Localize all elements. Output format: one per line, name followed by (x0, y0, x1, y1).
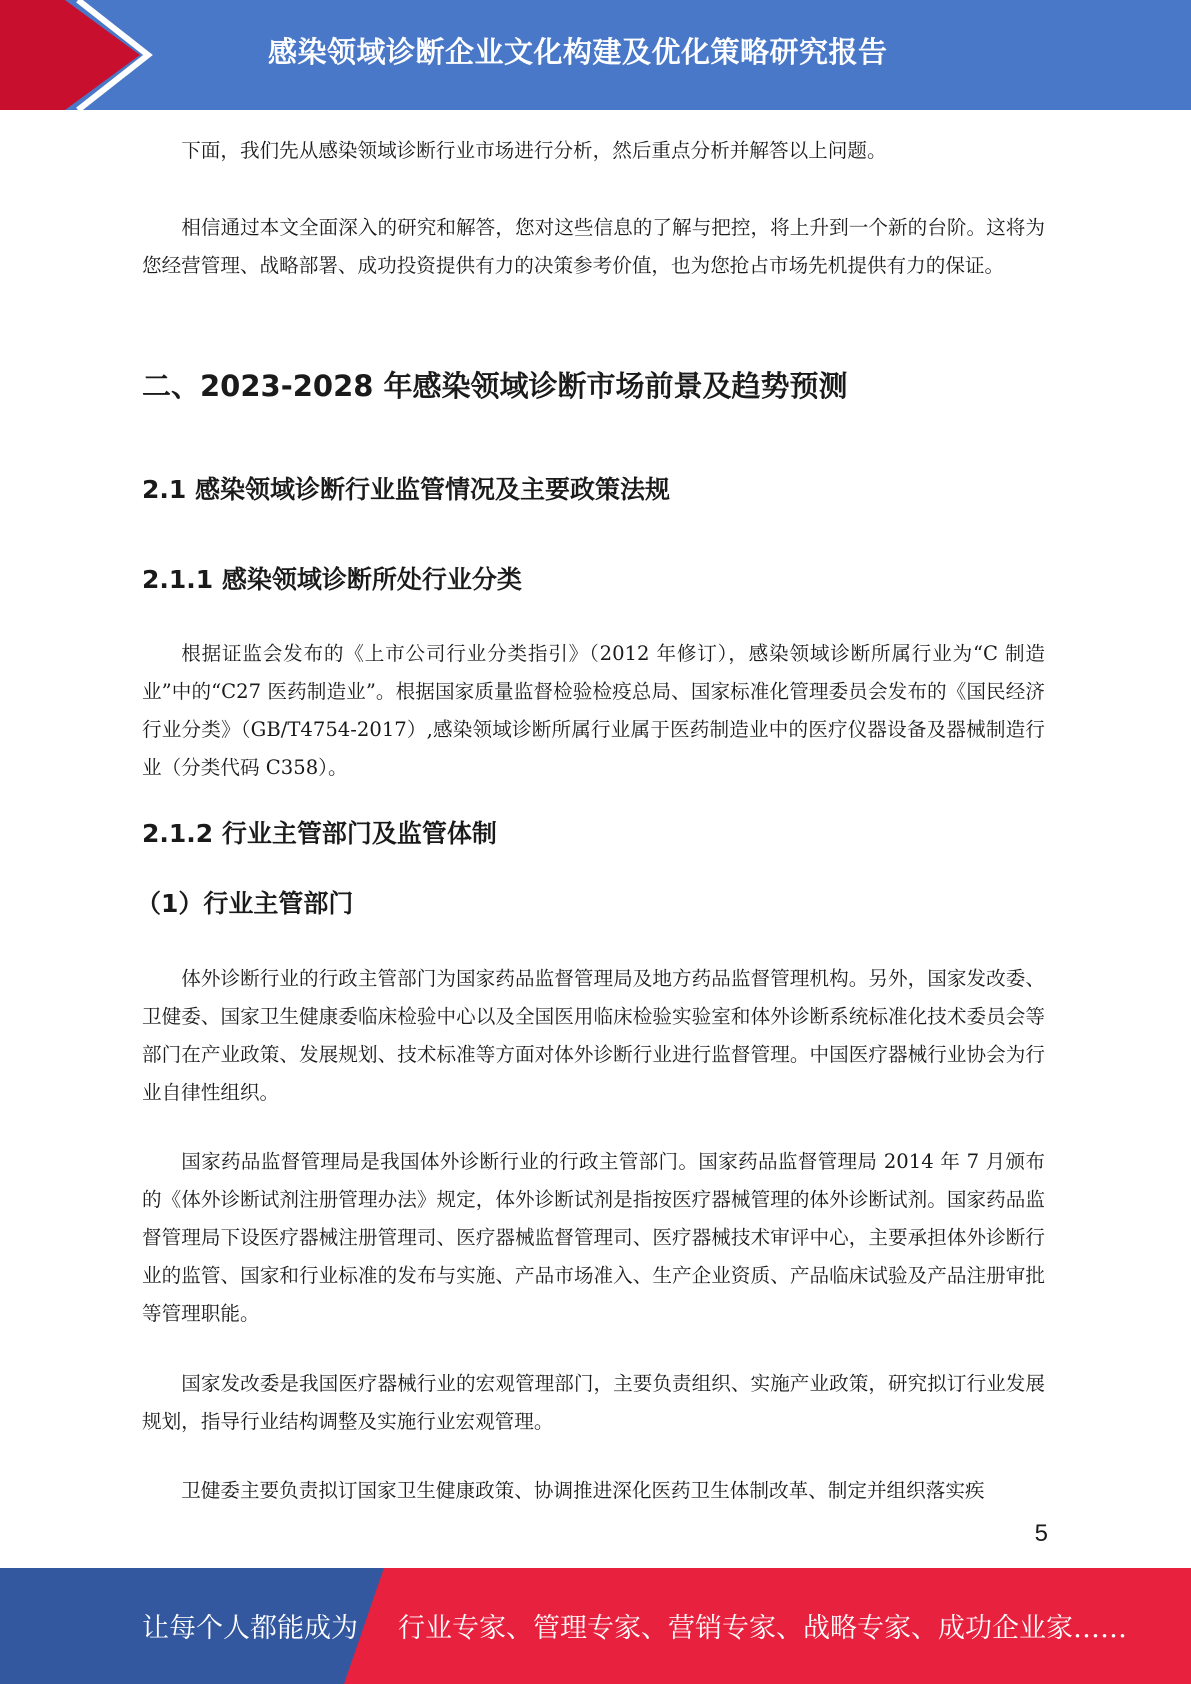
paragraph-dept-1: 体外诊断行业的行政主管部门为国家药品监督管理局及地方药品监督管理机构。另外，国家发改委、卫健委、国家卫生健康委临床检验中心以及全国医用临床检验实验室和体外诊断系统标准化技术委员会等部门在产业政策、发展规划、技术标准等方面对体外诊断行业进行监督管理。中国医疗器械行业协会为行业自律性组织。 (142, 967, 1045, 1104)
report-title: 感染领域诊断企业文化构建及优化策略研究报告 (268, 35, 888, 69)
paragraph-dept-2: 国家药品监督管理局是我国体外诊断行业的行政主管部门。国家药品监督管理局 2014 年 7 月颁布的《体外诊断试剂注册管理办法》规定，体外诊断试剂是指按医疗器械管理的体外诊断试剂。国家药品监督管理局下设医疗器械注册管理司、医疗器械监督管理司、医疗器械技术审评中心，主要承担体外诊断行业的监管、国家和行业标准的发布与实施、产品市场准入、生产企业资质、产品临床试验及产品注册审批等管理职能。 (142, 1150, 1045, 1325)
section-heading-2: 二、2023-2028 年感染领域诊断市场前景及趋势预测 (142, 369, 848, 403)
page-header (0, 0, 1191, 110)
paragraph-dept-3: 国家发改委是我国医疗器械行业的宏观管理部门，主要负责组织、实施产业政策，研究拟订行业发展规划，指导行业结构调整及实施行业宏观管理。 (142, 1372, 1045, 1433)
header-arrow-icon (0, 0, 160, 110)
heading-2-1-1: 2.1.1 感染领域诊断所处行业分类 (142, 565, 522, 594)
paragraph-dept-4: 卫健委主要负责拟订国家卫生健康政策、协调推进深化医药卫生体制改革、制定并组织落实疾 (181, 1479, 985, 1502)
heading-2-1: 2.1 感染领域诊断行业监管情况及主要政策法规 (142, 475, 670, 504)
footer-slogan-left: 让每个人都能成为 (142, 1613, 358, 1644)
heading-2-1-2: 2.1.2 行业主管部门及监管体制 (142, 819, 497, 848)
page-number: 5 (1034, 1520, 1048, 1547)
paragraph-2-1-1: 根据证监会发布的《上市公司行业分类指引》（2012 年修订），感染领域诊断所属行业为“C 制造业”中的“C27 医药制造业”。根据国家质量监督检验检疫总局、国家标准化管理委员会发布的《国民经济行业分类》（GB/T4754-2017）,感染领域诊断所属行业属于医药制造业中的医疗仪器设备及器械制造行业（分类代码 C358）。 (142, 642, 1045, 779)
page-footer (0, 1568, 1191, 1684)
paragraph-intro-2: 相信通过本文全面深入的研究和解答，您对这些信息的了解与把控，将上升到一个新的台阶。这将为您经营管理、战略部署、成功投资提供有力的决策参考价值，也为您抢占市场先机提供有力的保证。 (142, 216, 1045, 277)
footer-slogan-right: 行业专家、管理专家、营销专家、战略专家、成功企业家…… (398, 1613, 1127, 1644)
paragraph-intro-1: 下面，我们先从感染领域诊断行业市场进行分析，然后重点分析并解答以上问题。 (181, 139, 887, 162)
heading-sub-1: （1）行业主管部门 (136, 889, 354, 918)
